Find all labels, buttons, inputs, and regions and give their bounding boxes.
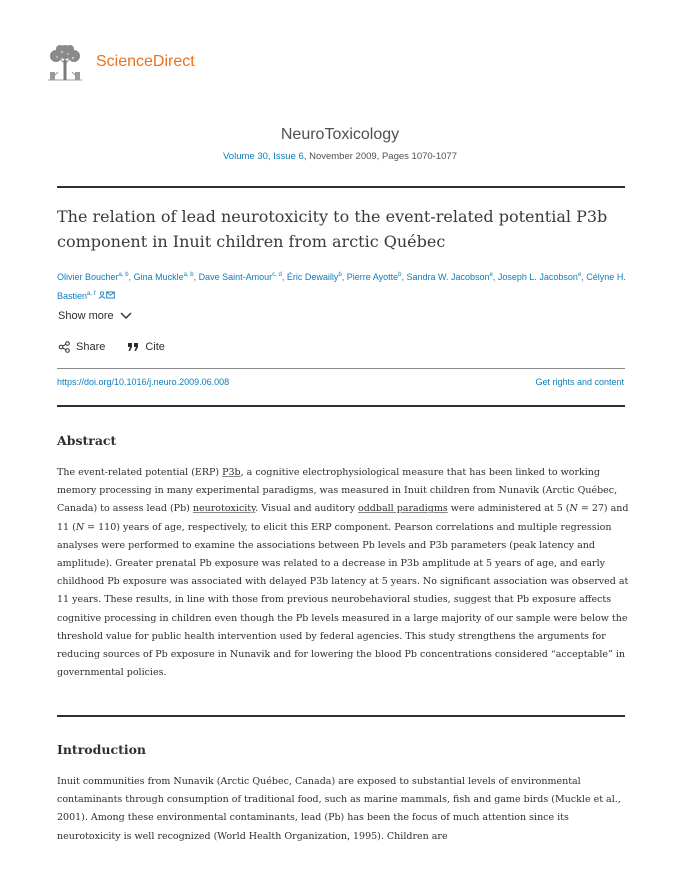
author-link[interactable]: Sandra W. Jacobson bbox=[406, 272, 490, 282]
abstract-part: The event-related potential (ERP) bbox=[57, 467, 223, 478]
chevron-down-icon bbox=[120, 312, 132, 320]
abstract-part: . Visual and auditory bbox=[255, 503, 358, 515]
date-pages: , November 2009, Pages 1070-1077 bbox=[303, 151, 457, 162]
author-link[interactable]: Olivier Boucher bbox=[57, 272, 119, 282]
author-link[interactable]: Éric Dewailly bbox=[286, 272, 339, 282]
author-affiliation: c, d bbox=[272, 272, 282, 278]
divider bbox=[57, 715, 625, 717]
brand-name[interactable]: ScienceDirect bbox=[96, 53, 195, 70]
doi-link[interactable]: https://doi.org/10.1016/j.neuro.2009.06.008 bbox=[57, 377, 230, 387]
topic-link-p3b[interactable]: P3b bbox=[222, 467, 241, 478]
author-affiliation: a, f bbox=[87, 291, 96, 297]
issue-info bbox=[0, 151, 680, 162]
share-button[interactable] bbox=[58, 341, 105, 353]
share-icon bbox=[58, 341, 70, 353]
cite-label: Cite bbox=[145, 341, 165, 353]
cite-button[interactable] bbox=[127, 341, 165, 353]
author-list: Olivier Boucher$^{a, b}$, Gina Muckle$^{a, b}$, Dave Saint-Amour$^{c, d}$, Éric Dewailly$^b$, Pierre Ayotte$^b$, Sandra W. Jacobson$^e$, Joseph L. Jacobson$^e$, Célyne H. Bastien$^{a, f}$ bbox=[57, 272, 626, 301]
abstract-heading: Abstract bbox=[57, 433, 117, 448]
volume-issue-link[interactable]: Volume 30, Issue 6 bbox=[223, 151, 304, 162]
show-more-button[interactable] bbox=[58, 310, 132, 322]
quote-icon bbox=[127, 342, 139, 352]
mail-icon bbox=[106, 291, 115, 299]
abstract-part: were administered at 5 ( bbox=[447, 503, 570, 515]
show-more-label: Show more bbox=[58, 310, 114, 322]
article-actions bbox=[58, 341, 187, 353]
topic-link-oddball-paradigms[interactable]: oddball paradigms bbox=[357, 503, 448, 515]
abstract-part: = 27) and 11 ( bbox=[57, 503, 629, 533]
person-icon bbox=[98, 291, 106, 299]
author-affiliation: e bbox=[489, 272, 493, 278]
author-affiliation: a, b bbox=[118, 272, 129, 278]
abstract-part: = 110) years of age, respectively, to elicit this ERP component. Pearson correlations and multiple regression analyses were performed to examine the associations between Pb levels and P3b parameters (peak latency and amplitude). Greater prenatal Pb exposure was related to a decrease in P3b amplitude at 5 years of age, and early childhood Pb exposure was associated with delayed P3b latency at 5 years. No significant association was observed at 11 years. These results, in line with those from previous neurobehavioral studies, suggest that Pb exposure affects cognitive processing in children even though the Pb levels measured in a large majority of our sample were below the threshold value for public health intervention used by federal agencies. This study strengthens the arguments for reducing sources of Pb exposure in Nunavik and for lowering the blood Pb concentrations considered “acceptable” in governmental policies. bbox=[57, 521, 629, 679]
author-affiliation: e bbox=[577, 272, 582, 278]
author-affiliation: a, b bbox=[183, 272, 194, 278]
divider bbox=[57, 405, 625, 407]
author-icons[interactable] bbox=[95, 291, 115, 301]
author-affiliation: b bbox=[338, 272, 342, 278]
topic-link-neurotoxicity[interactable]: neurotoxicity bbox=[192, 503, 256, 515]
author-affiliation: b bbox=[398, 272, 402, 278]
elsevier-tree-logo[interactable] bbox=[44, 42, 86, 82]
divider bbox=[57, 368, 625, 369]
rights-link[interactable]: Get rights and content bbox=[535, 377, 624, 387]
author-link[interactable]: Gina Muckle bbox=[133, 272, 184, 282]
header bbox=[44, 42, 195, 82]
author-link[interactable]: Dave Saint-Amour bbox=[198, 272, 273, 282]
author-link[interactable]: Célyne H. Bastien bbox=[57, 272, 626, 301]
divider bbox=[57, 186, 625, 188]
sample-size-symbol: N bbox=[569, 503, 578, 515]
author-link[interactable]: Pierre Ayotte bbox=[346, 272, 399, 282]
share-label: Share bbox=[76, 341, 106, 353]
journal-name[interactable]: NeuroToxicology bbox=[280, 126, 400, 143]
introduction-heading: Introduction bbox=[57, 742, 147, 757]
author-link[interactable]: Joseph L. Jacobson bbox=[497, 272, 578, 282]
introduction-text: Inuit communities from Nunavik (Arctic Québec, Canada) are exposed to substantial levels of environmental contaminants through consumption of traditional food, such as marine mammals, fish and game birds (Muckle et al., 2001). Among these environmental contaminants, lead (Pb) has been the focus of much attention since its neurotoxicity is well recognized (World Health Organization, 1995). Children are bbox=[57, 776, 621, 842]
article-title: The relation of lead neurotoxicity to the event-related potential P3b component in Inuit children from arctic Québec bbox=[57, 207, 608, 251]
sample-size-symbol: N bbox=[75, 521, 85, 533]
abstract-part: , a cognitive electrophysiological measure that has been linked to working memory processing in many experimental paradigms, was measured in Inuit children from Nunavik (Arctic Québec, Canada) to assess lead (Pb) bbox=[57, 467, 618, 515]
abstract-text bbox=[57, 464, 629, 682]
